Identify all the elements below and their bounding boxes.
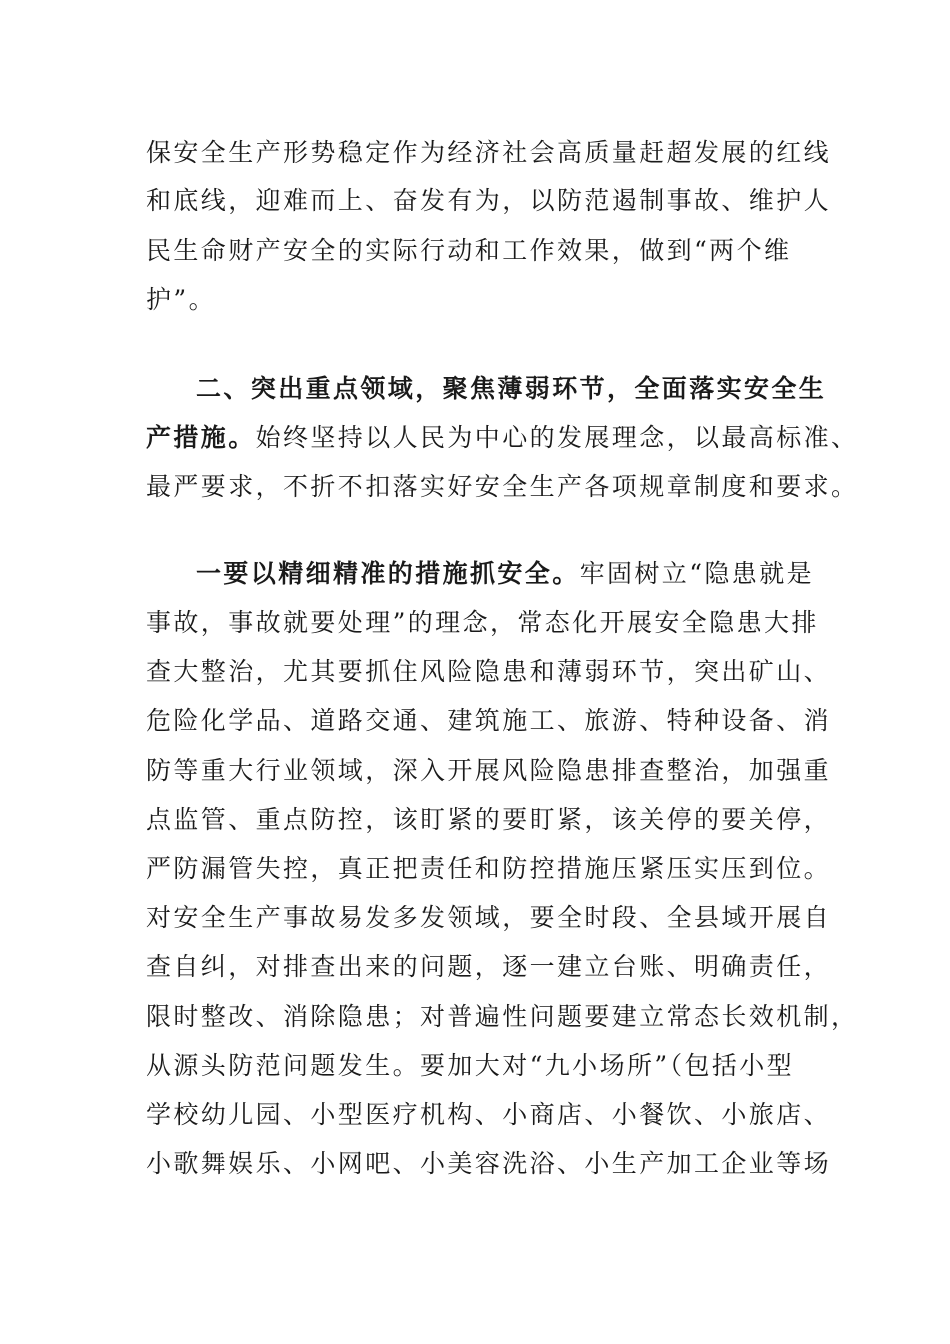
text-line: 保安全生产形势稳定作为经济社会高质量赶超发展的红线 bbox=[146, 138, 832, 167]
text-line: 防等重大行业领域，深入开展风险隐患排查整治，加强重 bbox=[146, 756, 832, 785]
text-line: 和底线，迎难而上、奋发有为，以防范遏制事故、维护人 bbox=[146, 186, 832, 215]
subsection-heading: 一要以精细精准的措施抓安全。 bbox=[196, 559, 580, 588]
text-span: 始终坚持以人民为中心的发展理念，以最高标准、 bbox=[255, 423, 859, 452]
text-line bbox=[146, 423, 858, 453]
section-heading: 二、突出重点领域，聚焦薄弱环节，全面落实安全生 bbox=[196, 374, 827, 403]
text-line: 查自纠，对排查出来的问题，逐一建立台账、明确责任， bbox=[146, 952, 832, 981]
text-line: 小歌舞娱乐、小网吧、小美容洗浴、小生产加工企业等场 bbox=[146, 1149, 832, 1178]
text-line: 事故，事故就要处理”的理念，常态化开展安全隐患大排 bbox=[146, 608, 819, 637]
text-line: 护”。 bbox=[146, 285, 216, 314]
text-line: 查大整治，尤其要抓住风险隐患和薄弱环节，突出矿山、 bbox=[146, 657, 832, 686]
text-line: 严防漏管失控，真正把责任和防控措施压紧压实压到位。 bbox=[146, 854, 832, 883]
text-line: 从源头防范问题发生。要加大对“九小场所”（包括小型 bbox=[146, 1051, 795, 1080]
section-heading-end: 产措施。 bbox=[146, 423, 256, 452]
text-line bbox=[196, 559, 814, 589]
text-line: 学校幼儿园、小型医疗机构、小商店、小餐饮、小旅店、 bbox=[146, 1100, 832, 1129]
text-line: 民生命财产安全的实际行动和工作效果，做到“两个维 bbox=[146, 236, 792, 265]
text-line: 危险化学品、道路交通、建筑施工、旅游、特种设备、消 bbox=[146, 706, 832, 735]
text-line: 点监管、重点防控，该盯紧的要盯紧，该关停的要关停， bbox=[146, 805, 832, 834]
text-line: 最严要求，不折不扣落实好安全生产各项规章制度和要求。 bbox=[146, 472, 859, 501]
text-line: 限时整改、消除隐患；对普遍性问题要建立常态长效机制， bbox=[146, 1002, 859, 1031]
text-span: 牢固树立“隐患就是 bbox=[579, 559, 814, 588]
text-line: 对安全生产事故易发多发领域，要全时段、全县域开展自 bbox=[146, 903, 832, 932]
